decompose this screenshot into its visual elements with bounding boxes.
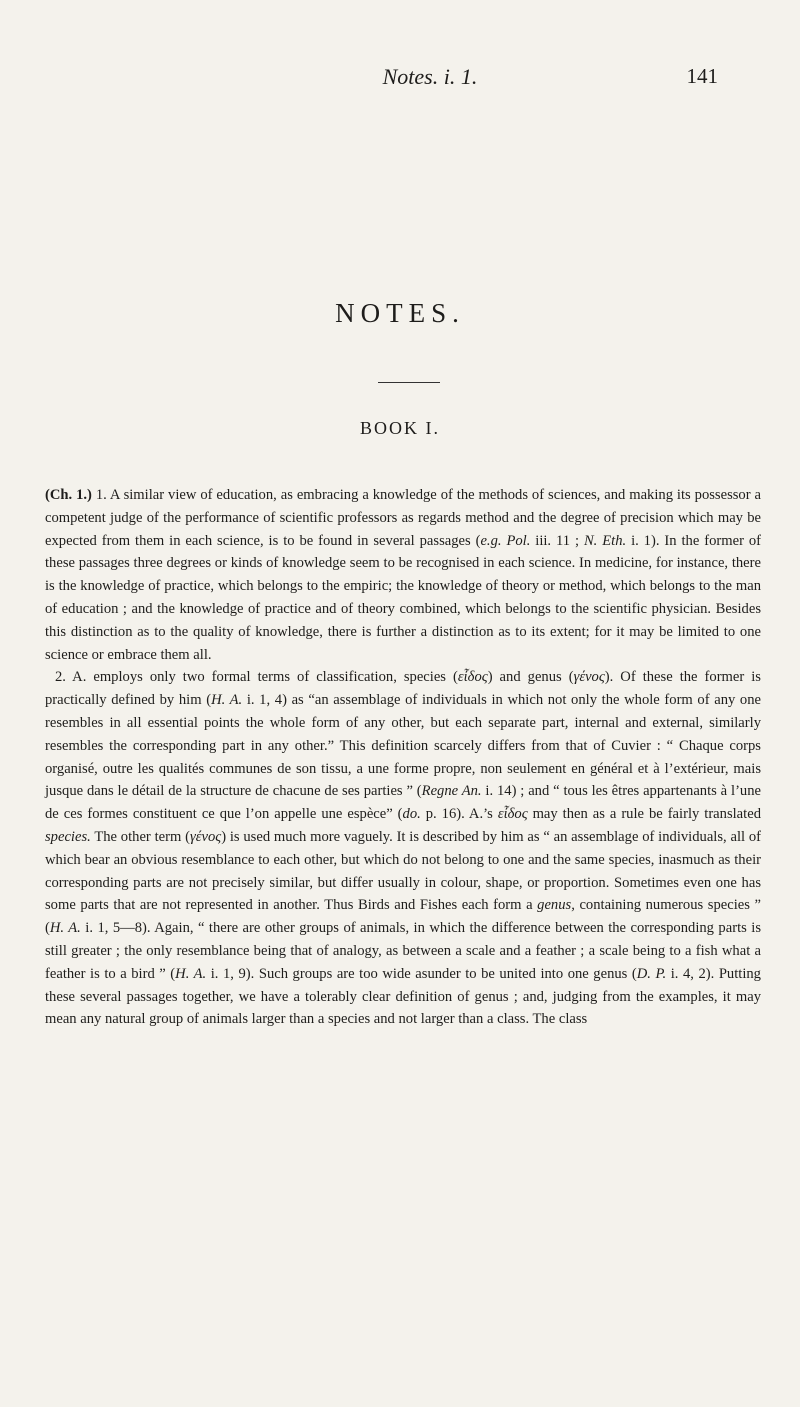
note-paragraph-2	[45, 666, 761, 1031]
italic-reference: genus,	[537, 897, 575, 914]
paragraph-text: i. 1). In the former of these passages three degrees or kinds of knowledge seem to be recognised in each science. In medicine, for instance, there is the knowledge of practice, which belongs to the empiric; the knowledge of theory or method, which belongs to the man of education ; and the knowledge of practice and of theory combined, which belongs to the scientific physician. Besides this distinction as to the quality of knowledge, there is further a distinction as to its extent; for it may be limited to one science or embrace them all.	[45, 532, 761, 663]
italic-reference: H. A.	[175, 965, 207, 982]
italic-reference: D. P.	[636, 965, 667, 982]
notes-body	[45, 484, 761, 1031]
paragraph-text: p. 16). A.’s	[420, 806, 498, 823]
running-head-title: Notes. i. 1.	[382, 64, 478, 89]
italic-reference: H. A.	[49, 920, 81, 937]
paragraph-text: 1. A similar view of education, as embracing a knowledge of the methods of sciences, and making its possessor a competent judge of the performance of scientific professors as regards method and the degree of precision which may be expected from them in each science, is to be found in several passages (	[45, 487, 761, 549]
paragraph-text: ) and genus (	[487, 669, 574, 686]
paragraph-text: i. 14) ; and “ tous les êtres appartenants à l’une de ces formes constituent ce que l’on appelle une espèce” (	[45, 783, 761, 823]
paragraph-text: may then as a rule be fairly translated	[527, 806, 761, 823]
paragraph-text: iii. 11 ;	[530, 532, 584, 549]
italic-reference: γένος	[573, 669, 605, 686]
running-head	[0, 58, 800, 98]
book-heading: BOOK I.	[360, 418, 440, 438]
paragraph-text: i. 1, 4) as “an assemblage of individuals in which not only the whole form of any one resembles in all essential points the whole form of any other, but each separate part, internal and external, similarly resembles the corresponding part in any other.” This definition scarcely differs from that of Cuvier : “ Chaque corps organisé, outre les qualités communes de son tissu, a une forme propre, non seulement en général et à l’extérieur, mais jusque dans le détail de la structure de chacune de ses parties ” (	[45, 692, 761, 800]
paragraph-text: ). Of these the former is practically defined by him (	[45, 669, 761, 709]
italic-reference: e.g. Pol.	[480, 532, 531, 549]
chapter-marker: (Ch. 1.)	[45, 487, 92, 503]
paragraph-text: i. 1, 9). Such groups are too wide asunder to be united into one genus (	[206, 965, 637, 982]
italic-reference: εἶδος	[457, 669, 488, 686]
paragraph-text: ) is used much more vaguely. It is described by him as “ an assemblage of individuals, all of which bear an obvious resemblance to each other, but which do not belong to one and the same species, inasmuch as their corresponding parts are not precisely similar, but differ usually in colour, shape, or proportion. Sometimes even one has some parts that are not represented in another. Thus Birds and Fishes each form a	[45, 828, 761, 914]
paragraph-text: 2. A. employs only two formal terms of classification, species (	[55, 669, 458, 686]
italic-reference: N. Eth.	[583, 532, 627, 549]
notes-heading: NOTES.	[335, 298, 465, 328]
paragraph-text: The other term (	[90, 828, 190, 845]
page-number: 141	[686, 64, 718, 88]
italic-reference: species.	[45, 828, 91, 845]
note-paragraph-1	[45, 484, 761, 666]
italic-reference: do.	[402, 806, 421, 823]
italic-reference: H. A.	[211, 692, 243, 709]
italic-reference: Regne An.	[421, 783, 482, 800]
paragraph-text: i. 1, 5—8). Again, “ there are other groups of animals, in which the difference between the corresponding parts is still greater ; the only resemblance being that of analogy, as between a scale and a feather ; a scale being to a fish what a feather is to a bird ” (	[45, 920, 761, 982]
heading-divider	[378, 382, 440, 383]
paragraph-text: i. 4, 2). Putting these several passages together, we have a tolerably clear definition of genus ; and, judging from the examples, it may mean any natural group of animals larger than a species and not larger than a class. The class	[45, 965, 761, 1028]
paragraph-text: containing numerous species ” (	[45, 897, 761, 937]
italic-reference: γένος	[189, 828, 222, 845]
italic-reference: εἶδος	[497, 806, 528, 823]
